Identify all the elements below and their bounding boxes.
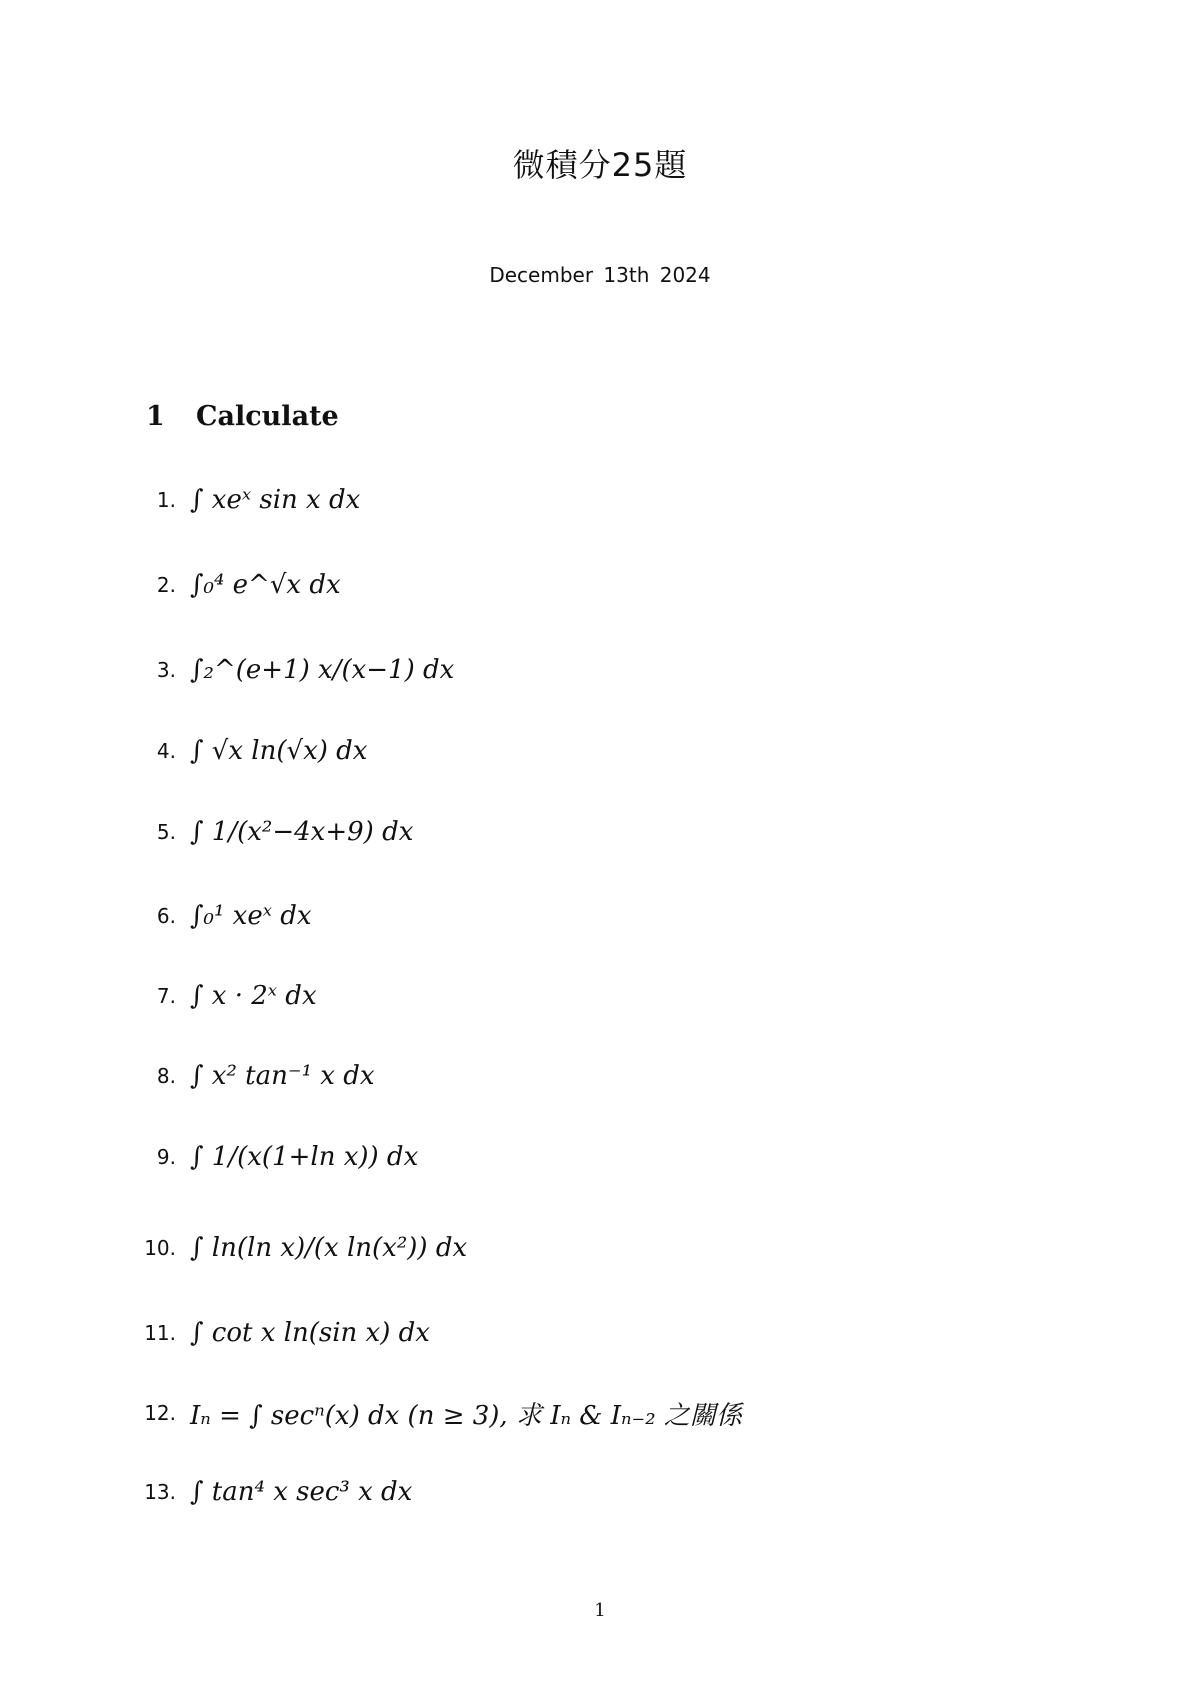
- problem-number: 9.: [156, 1145, 176, 1169]
- problem-number: 5.: [156, 820, 176, 844]
- document-title: 微積分25題: [512, 146, 688, 184]
- problem-expression: ∫ tan⁴ x sec³ x dx: [190, 1477, 413, 1507]
- problem-item: [140, 555, 1140, 615]
- page-number: 1: [594, 1600, 606, 1621]
- document-date: December 13th 2024: [489, 263, 711, 287]
- section-title: Calculate: [196, 401, 339, 432]
- problem-item: [140, 640, 1140, 700]
- problem-number: 7.: [156, 984, 176, 1008]
- problem-item: [140, 1218, 1140, 1278]
- problem-number: 6.: [156, 904, 176, 928]
- problem-number: 3.: [156, 658, 176, 682]
- problem-item: [140, 886, 1140, 946]
- problem-number: 11.: [144, 1321, 176, 1345]
- problem-expression: ∫ ln(ln x)/(x ln(x²)) dx: [190, 1233, 468, 1263]
- section-heading: [146, 401, 339, 432]
- problem-item: [140, 1046, 1140, 1106]
- problem-expression: ∫ x² tan⁻¹ x dx: [190, 1061, 375, 1091]
- problem-expression: ∫₀¹ xeˣ dx: [190, 901, 312, 931]
- problem-number: 2.: [156, 573, 176, 597]
- problem-number: 4.: [156, 739, 176, 763]
- problem-expression: ∫ xeˣ sin x dx: [190, 485, 361, 515]
- problem-number: 13.: [144, 1480, 176, 1504]
- problem-expression: ∫₀⁴ e^√x dx: [190, 570, 341, 600]
- problem-number: 8.: [156, 1064, 176, 1088]
- problem-expression: ∫ 1/(x²−4x+9) dx: [190, 817, 414, 847]
- problem-item: [140, 802, 1140, 862]
- problem-number: 1.: [156, 488, 176, 512]
- problem-expression: ∫ x · 2ˣ dx: [190, 981, 317, 1011]
- problem-expression: ∫ √x ln(√x) dx: [190, 736, 368, 766]
- problem-item: [140, 1383, 1140, 1443]
- problem-expression: Iₙ = ∫ secⁿ(x) dx (n ≥ 3), 求 Iₙ & Iₙ₋₂ 之關係: [190, 1400, 742, 1431]
- problem-expression: ∫₂^(e+1) x/(x−1) dx: [190, 655, 455, 685]
- problem-expression: ∫ 1/(x(1+ln x)) dx: [190, 1142, 419, 1172]
- problem-item: [140, 1127, 1140, 1187]
- problem-number: 10.: [144, 1236, 176, 1260]
- problem-item: [140, 1462, 1140, 1522]
- problem-item: [140, 470, 1140, 530]
- problem-item: [140, 1303, 1140, 1363]
- problem-item: [140, 966, 1140, 1026]
- problem-expression: ∫ cot x ln(sin x) dx: [190, 1318, 430, 1348]
- section-number: 1: [146, 401, 165, 432]
- problem-number: 12.: [144, 1401, 176, 1425]
- problem-item: [140, 721, 1140, 781]
